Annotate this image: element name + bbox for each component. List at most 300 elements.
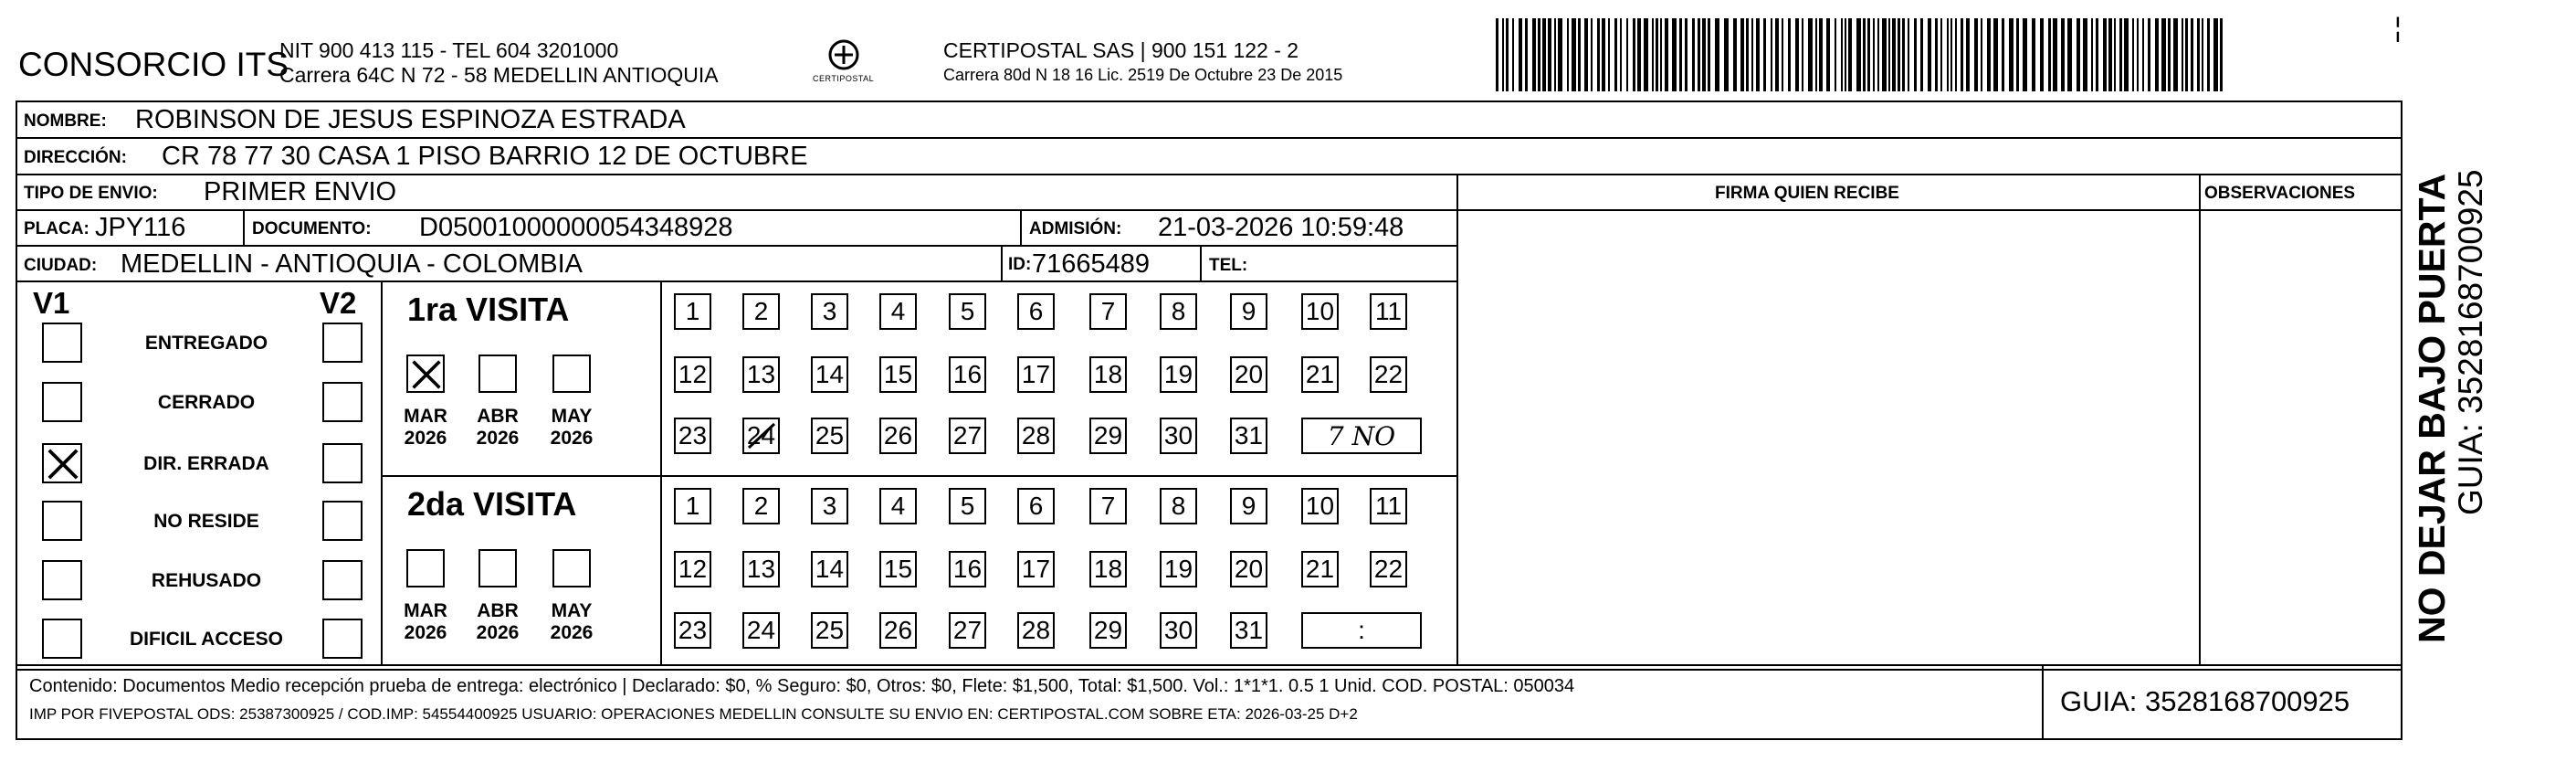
visit-day-box[interactable]	[1160, 551, 1197, 587]
barcode-bar	[1724, 18, 1729, 91]
footer-guia: GUIA: 3528168700925	[2060, 685, 2350, 717]
barcode-bar	[1902, 18, 1905, 91]
barcode-bar	[2148, 18, 2150, 91]
visit-day-number: 6	[1028, 297, 1044, 325]
tipo-envio-label: TIPO DE ENVIO:	[24, 184, 158, 203]
visit-day-box[interactable]	[1160, 612, 1197, 649]
visit-day-number: 12	[678, 360, 708, 388]
visit-month-label	[468, 600, 527, 644]
barcode-bar	[2161, 18, 2166, 91]
rule	[381, 475, 1456, 477]
barcode-bar	[1775, 18, 1779, 91]
barcode-bar	[1856, 18, 1861, 91]
visit-month-year: 2026	[550, 622, 594, 644]
visit-day-box[interactable]	[742, 293, 780, 330]
visit-day-box[interactable]	[742, 488, 780, 524]
visit-day-number: 23	[678, 616, 708, 644]
rule	[16, 280, 1456, 282]
visit-day-box[interactable]	[1017, 612, 1055, 649]
visit-month-label	[542, 600, 601, 644]
rule	[16, 137, 2403, 139]
visit-day-number: 25	[815, 616, 845, 644]
visit-day-number: 20	[1234, 555, 1264, 583]
visit-day-number: 30	[1163, 421, 1193, 450]
visit-day-number: 4	[890, 492, 906, 520]
visit-day-number: 28	[1021, 421, 1051, 450]
visit-day-box[interactable]	[1160, 356, 1197, 393]
visit-day-number: 13	[746, 360, 776, 388]
status-v2-checkbox[interactable]	[322, 323, 363, 363]
visit-day-number: 2	[753, 492, 769, 520]
barcode-bar	[2185, 18, 2188, 91]
company-address-line: Carrera 64C N 72 - 58 MEDELLIN ANTIOQUIA	[279, 63, 719, 87]
barcode-bar	[2016, 18, 2019, 91]
visit-day-box[interactable]	[949, 356, 986, 393]
x-mark-icon	[410, 358, 443, 396]
visit-day-number: 3	[822, 492, 837, 520]
visit-day-number: 4	[890, 297, 906, 325]
visit-day-number: 16	[952, 360, 983, 388]
barcode-bar	[1771, 18, 1772, 91]
visit-day-number: 19	[1163, 555, 1193, 583]
visit-month-year: 2026	[550, 428, 594, 450]
barcode-bar	[1502, 18, 1504, 91]
visit-day-box[interactable]	[1370, 356, 1407, 393]
barcode-bar	[1692, 18, 1695, 91]
barcode-bar	[1578, 18, 1581, 91]
visit-day-box[interactable]	[1160, 488, 1197, 524]
visit-day-number: 8	[1171, 492, 1186, 520]
rule	[381, 280, 383, 664]
visit-day-number: 26	[883, 421, 913, 450]
barcode-bar	[2032, 18, 2035, 91]
barcode-bar	[2096, 18, 2098, 91]
visit-day-box[interactable]	[949, 551, 986, 587]
barcode-bar	[1867, 18, 1870, 91]
visit-day-number: 3	[822, 297, 837, 325]
rule	[1020, 209, 1022, 245]
barcode-bar	[2048, 18, 2051, 91]
visit-day-number: 10	[1305, 492, 1335, 520]
visit-day-box[interactable]	[1370, 488, 1407, 524]
visit-month-name: MAR	[404, 600, 447, 621]
placa-label: PLACA:	[24, 219, 89, 238]
visit-day-box[interactable]	[811, 418, 848, 454]
barcode-bar	[1845, 18, 1846, 91]
barcode-bar	[2103, 18, 2107, 91]
barcode-bar	[2053, 18, 2057, 91]
visit-day-box[interactable]	[949, 418, 986, 454]
barcode-bar	[2202, 18, 2203, 91]
visit-day-box[interactable]	[949, 488, 986, 524]
barcode-bar	[1751, 18, 1753, 91]
barcode-bar	[2083, 18, 2087, 91]
barcode	[1496, 18, 2226, 91]
visit-day-box[interactable]	[1089, 488, 1127, 524]
visit-day-box[interactable]	[674, 488, 711, 524]
tipo-envio-value: PRIMER ENVIO	[204, 177, 397, 206]
barcode-bar	[1746, 18, 1749, 91]
barcode-bar	[1947, 18, 1949, 91]
visit-title: 2da VISITA	[407, 485, 577, 523]
barcode-bar	[1597, 18, 1600, 91]
visit-day-number: 29	[1093, 616, 1123, 644]
status-v1-checkbox[interactable]	[42, 382, 82, 422]
barcode-bar	[1672, 18, 1677, 91]
barcode-icon	[1496, 18, 2226, 91]
footer-line-1: Contenido: Documentos Medio recepción prueba de entrega: electrónico | Declarado: $0, % Seguro: $0, Otros: $0, Flete: $1,500, Total: $1,500. Vol.: 1*1*1. 0.5 1 Unid. COD. POSTAL: 050034	[29, 676, 1575, 696]
barcode-bar	[1660, 18, 1662, 91]
visit-day-box[interactable]	[742, 418, 780, 454]
v1-header: V1	[33, 286, 70, 320]
visit-day-box[interactable]	[1301, 356, 1339, 393]
visit-day-number: 20	[1234, 360, 1264, 388]
visit-month-year: 2026	[404, 622, 447, 644]
status-v2-checkbox[interactable]	[322, 382, 363, 422]
visit-day-number: 21	[1305, 555, 1335, 583]
status-v2-checkbox[interactable]	[322, 501, 363, 541]
visit-time-value: :	[1358, 616, 1365, 644]
visit-day-number: 24	[746, 616, 776, 644]
barcode-bar	[2124, 18, 2129, 91]
visit-day-box[interactable]	[1017, 551, 1055, 587]
visit-day-number: 18	[1093, 360, 1123, 388]
barcode-bar	[1819, 18, 1823, 91]
visit-day-box[interactable]	[879, 356, 917, 393]
barcode-bar	[2023, 18, 2027, 91]
barcode-bar	[1698, 18, 1700, 91]
barcode-bar	[1961, 18, 1963, 91]
visit-day-number: 15	[883, 555, 913, 583]
admision-label: ADMISIÓN:	[1029, 219, 1122, 238]
barcode-bar	[1665, 18, 1668, 91]
visit-day-box[interactable]	[1089, 356, 1127, 393]
corner-mark: ¦	[2394, 13, 2402, 43]
company-name: CONSORCIO ITS	[18, 46, 289, 83]
visit-month-checkbox[interactable]	[478, 355, 517, 393]
barcode-bar	[1873, 18, 1875, 91]
visit-day-box[interactable]	[1089, 612, 1127, 649]
ciudad-label: CIUDAD:	[24, 256, 98, 275]
visit-month-year: 2026	[476, 622, 520, 644]
barcode-bar	[1950, 18, 1952, 91]
barcode-bar	[1863, 18, 1866, 91]
visit-day-box[interactable]	[1089, 418, 1127, 454]
status-label: REHUSADO	[151, 570, 262, 591]
visit-day-box[interactable]	[674, 293, 711, 330]
barcode-bar	[2114, 18, 2116, 91]
visit-title: 1ra VISITA	[407, 291, 570, 328]
barcode-bar	[1966, 18, 1970, 91]
barcode-bar	[1888, 18, 1890, 91]
status-v1-checkbox[interactable]	[42, 619, 82, 659]
rule	[16, 174, 2403, 175]
barcode-bar	[1920, 18, 1923, 91]
visit-day-box[interactable]	[674, 551, 711, 587]
barcode-bar	[1808, 18, 1813, 91]
visit-day-box[interactable]	[1089, 293, 1127, 330]
visit-day-box[interactable]	[811, 356, 848, 393]
barcode-bar	[1935, 18, 1938, 91]
visit-day-number: 23	[678, 421, 708, 450]
day-mark-icon	[745, 420, 778, 460]
visit-day-box[interactable]	[1230, 488, 1267, 524]
visit-day-number: 9	[1241, 492, 1256, 520]
barcode-bar	[2091, 18, 2093, 91]
barcode-bar	[1548, 18, 1551, 91]
visit-month-name: MAY	[551, 406, 593, 427]
status-label: DIR. ERRADA	[143, 453, 269, 474]
carrier-address-line: Carrera 80d N 18 16 Lic. 2519 De Octubre 23 De 2015	[943, 66, 1343, 84]
status-v1-checkbox[interactable]	[42, 443, 82, 483]
visit-month-label	[396, 600, 455, 644]
barcode-bar	[1620, 18, 1622, 91]
visit-month-checkbox[interactable]	[552, 549, 591, 587]
barcode-bar	[2173, 18, 2178, 91]
status-v2-checkbox[interactable]	[322, 443, 363, 483]
visit-day-box[interactable]	[674, 612, 711, 649]
barcode-bar	[2040, 18, 2044, 91]
visit-month-checkbox[interactable]	[406, 549, 445, 587]
visit-day-box[interactable]	[1230, 356, 1267, 393]
barcode-bar	[2077, 18, 2080, 91]
barcode-bar	[1802, 18, 1803, 91]
rule	[660, 280, 662, 664]
barcode-bar	[1637, 18, 1641, 91]
visit-month-checkbox[interactable]	[406, 355, 445, 393]
visit-day-box[interactable]	[674, 418, 711, 454]
visit-month-label	[468, 406, 527, 450]
barcode-bar	[2191, 18, 2193, 91]
visit-day-box[interactable]	[949, 612, 986, 649]
status-v1-checkbox[interactable]	[42, 323, 82, 363]
barcode-bar	[1835, 18, 1836, 91]
visit-day-number: 14	[815, 360, 845, 388]
documento-label: DOCUMENTO:	[252, 219, 372, 238]
rule	[1001, 245, 1003, 280]
status-v1-checkbox[interactable]	[42, 560, 82, 600]
barcode-bar	[2182, 18, 2183, 91]
barcode-bar	[1993, 18, 1998, 91]
rule	[2199, 174, 2201, 664]
barcode-bar	[1558, 18, 1562, 91]
visit-day-box[interactable]	[1017, 356, 1055, 393]
visit-day-number: 26	[883, 616, 913, 644]
visit-day-box[interactable]	[811, 551, 848, 587]
barcode-bar	[1567, 18, 1569, 91]
visit-day-box[interactable]	[1370, 293, 1407, 330]
barcode-bar	[1652, 18, 1654, 91]
id-label: ID:	[1008, 255, 1032, 274]
visit-day-number: 2	[753, 297, 769, 325]
documento-value: D05001000000054348928	[419, 213, 733, 242]
barcode-bar	[1974, 18, 1978, 91]
visit-day-number: 6	[1028, 492, 1044, 520]
visit-day-number: 12	[678, 555, 708, 583]
barcode-bar	[1679, 18, 1682, 91]
visit-day-box[interactable]	[1230, 612, 1267, 649]
barcode-bar	[2197, 18, 2200, 91]
visit-day-number: 8	[1171, 297, 1186, 325]
visit-day-box[interactable]	[1301, 551, 1339, 587]
visit-day-number: 15	[883, 360, 913, 388]
visit-day-box[interactable]	[811, 612, 848, 649]
barcode-bar	[1554, 18, 1556, 91]
barcode-bar	[1702, 18, 1706, 91]
visit-day-box[interactable]	[1017, 418, 1055, 454]
visit-day-number: 19	[1163, 360, 1193, 388]
barcode-bar	[1608, 18, 1610, 91]
barcode-bar	[1815, 18, 1817, 91]
visit-day-box[interactable]	[1017, 488, 1055, 524]
certipostal-logo	[811, 37, 877, 90]
rule	[1456, 174, 1458, 664]
visit-day-box[interactable]	[742, 612, 780, 649]
rule	[16, 664, 2403, 666]
barcode-bar	[1656, 18, 1658, 91]
visit-day-box[interactable]	[1017, 293, 1055, 330]
visit-day-box[interactable]	[879, 488, 917, 524]
visit-month-checkbox[interactable]	[478, 549, 517, 587]
visit-month-name: ABR	[477, 406, 519, 427]
barcode-bar	[1542, 18, 1546, 91]
barcode-bar	[2002, 18, 2004, 91]
visit-day-box[interactable]	[742, 551, 780, 587]
visit-day-number: 17	[1021, 360, 1051, 388]
visit-day-box[interactable]	[1230, 551, 1267, 587]
visit-day-number: 14	[815, 555, 845, 583]
firma-header: FIRMA QUIEN RECIBE	[1715, 184, 1899, 203]
visit-day-number: 17	[1021, 555, 1051, 583]
visit-day-number: 25	[815, 421, 845, 450]
barcode-bar	[1756, 18, 1760, 91]
visit-day-number: 11	[1374, 297, 1403, 325]
carrier-nit-line: CERTIPOSTAL SAS | 900 151 122 - 2	[943, 38, 1299, 62]
visit-day-number: 11	[1374, 492, 1403, 520]
barcode-bar	[1614, 18, 1617, 91]
visit-day-number: 21	[1305, 360, 1335, 388]
side-notice-wrap	[2413, 82, 2496, 649]
visit-day-box[interactable]	[1230, 418, 1267, 454]
barcode-bar	[1506, 18, 1509, 91]
barcode-bar	[1584, 18, 1588, 91]
rule	[2042, 664, 2044, 738]
visit-day-number: 5	[960, 492, 975, 520]
direccion-label: DIRECCIÓN:	[24, 148, 127, 167]
visit-day-box[interactable]	[742, 356, 780, 393]
visit-month-name: MAY	[551, 600, 593, 621]
visit-day-number: 24	[746, 421, 776, 450]
barcode-bar	[1898, 18, 1900, 91]
visit-month-label	[542, 406, 601, 450]
barcode-bar	[2137, 18, 2139, 91]
visit-day-number: 16	[952, 555, 983, 583]
status-label: ENTREGADO	[144, 333, 268, 354]
visit-day-number: 13	[746, 555, 776, 583]
rule	[16, 738, 2403, 740]
company-nit-line: NIT 900 413 115 - TEL 604 3201000	[279, 38, 619, 62]
side-notice: NO DEJAR BAJO PUERTA	[2411, 173, 2453, 643]
status-label: DIFICIL ACCESO	[129, 629, 283, 650]
visit-day-number: 18	[1093, 555, 1123, 583]
placa-value: JPY116	[95, 213, 186, 242]
status-v1-checkbox[interactable]	[42, 501, 82, 541]
rule	[16, 245, 1456, 247]
barcode-bar	[1733, 18, 1737, 91]
barcode-bar	[1782, 18, 1783, 91]
visit-day-box[interactable]	[674, 356, 711, 393]
barcode-bar	[1633, 18, 1635, 91]
barcode-bar	[1826, 18, 1830, 91]
visit-day-box[interactable]	[1301, 293, 1339, 330]
visit-day-number: 7	[1100, 297, 1116, 325]
v2-header: V2	[320, 286, 357, 320]
visit-day-box[interactable]	[879, 293, 917, 330]
barcode-bar	[2009, 18, 2013, 91]
visit-day-number: 7	[1100, 492, 1116, 520]
visit-day-number: 1	[685, 297, 700, 325]
visit-day-box[interactable]	[1160, 293, 1197, 330]
barcode-bar	[1538, 18, 1540, 91]
barcode-bar	[1525, 18, 1528, 91]
visit-month-checkbox[interactable]	[552, 355, 591, 393]
certipostal-logo-text: CERTIPOSTAL	[813, 74, 875, 83]
visit-day-number: 27	[952, 421, 983, 450]
visit-day-box[interactable]	[879, 418, 917, 454]
visit-time-box[interactable]	[1301, 612, 1422, 649]
barcode-bar	[1841, 18, 1843, 91]
visit-day-box[interactable]	[1230, 293, 1267, 330]
barcode-bar	[1715, 18, 1719, 91]
barcode-bar	[1788, 18, 1791, 91]
rule	[243, 209, 245, 245]
barcode-bar	[1892, 18, 1896, 91]
visit-month-name: ABR	[477, 600, 519, 621]
visit-day-number: 1	[685, 492, 700, 520]
barcode-bar	[2142, 18, 2144, 91]
visit-month-label	[396, 406, 455, 450]
visit-day-box[interactable]	[879, 551, 917, 587]
visit-day-box[interactable]	[949, 293, 986, 330]
status-v2-checkbox[interactable]	[322, 619, 363, 659]
visit-month-year: 2026	[476, 428, 520, 450]
barcode-bar	[2119, 18, 2122, 91]
barcode-bar	[1532, 18, 1536, 91]
barcode-bar	[1763, 18, 1766, 91]
visit-day-box[interactable]	[811, 488, 848, 524]
barcode-bar	[2155, 18, 2159, 91]
barcode-bar	[1955, 18, 1957, 91]
visit-day-number: 10	[1305, 297, 1335, 325]
visit-day-box[interactable]	[811, 293, 848, 330]
visit-day-box[interactable]	[1370, 551, 1407, 587]
visit-day-number: 9	[1241, 297, 1256, 325]
visit-day-number: 28	[1021, 616, 1051, 644]
visit-day-box[interactable]	[879, 612, 917, 649]
barcode-bar	[1572, 18, 1576, 91]
visit-day-box[interactable]	[1089, 551, 1127, 587]
barcode-bar	[2061, 18, 2065, 91]
barcode-bar	[1940, 18, 1942, 91]
barcode-bar	[1848, 18, 1852, 91]
status-v2-checkbox[interactable]	[322, 560, 363, 600]
visit-day-number: 29	[1093, 421, 1123, 450]
visit-time-box[interactable]	[1301, 418, 1422, 454]
visit-day-box[interactable]	[1160, 418, 1197, 454]
barcode-bar	[1496, 18, 1498, 91]
x-mark-icon	[46, 447, 80, 486]
visit-day-box[interactable]	[1301, 488, 1339, 524]
